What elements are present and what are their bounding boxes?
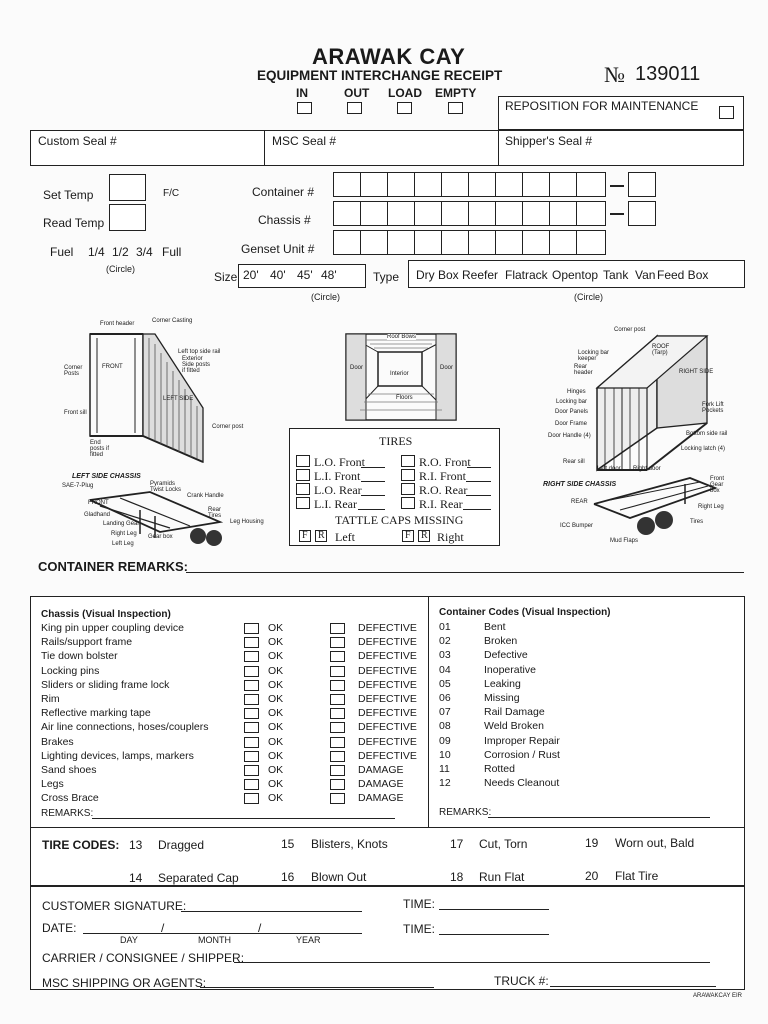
tire-code-20-num: 20: [585, 869, 599, 883]
genset-number-label: Genset Unit #: [241, 242, 315, 256]
truck-line[interactable]: [550, 986, 716, 987]
status-in-checkbox[interactable]: [297, 102, 312, 114]
tire-code-14-desc: Separated Cap: [158, 871, 239, 885]
lbl-rch-icc-bumper: ICC Bumper: [560, 523, 594, 529]
time2-label: TIME:: [403, 922, 435, 936]
lbl-rc-right-door: Right door: [633, 466, 661, 472]
chassis-inspection-title: Chassis (Visual Inspection): [41, 609, 171, 620]
lbl-rc-locking-bar: Locking bar: [556, 399, 588, 405]
time2-line[interactable]: [439, 934, 549, 935]
type-opentop[interactable]: Opentop: [552, 268, 599, 282]
tire-code-18-desc: Run Flat: [479, 870, 525, 884]
chassis-item-ok-label: OK: [268, 678, 284, 691]
container-code-number: 01: [439, 621, 451, 633]
container-code-desc: Leaking: [484, 677, 521, 690]
tire-code-18-num: 18: [450, 870, 464, 884]
chassis-remarks-line[interactable]: [92, 818, 395, 819]
chassis-item-ok-label: OK: [268, 792, 284, 805]
chassis-item-ok-label: OK: [268, 650, 284, 663]
set-temp-input[interactable]: [109, 174, 146, 201]
chassis-number-input[interactable]: [333, 201, 606, 226]
chassis-item-defect-checkbox[interactable]: [330, 793, 345, 804]
chassis-item-label: Tie down bolster: [41, 650, 118, 663]
cap-left-r[interactable]: R: [315, 530, 327, 542]
tire-lo-front-checkbox[interactable]: [296, 455, 310, 467]
chassis-item-ok-label: OK: [268, 749, 284, 762]
date-label: DATE:: [42, 921, 77, 935]
lbl-rc-left-door: Left door: [597, 466, 621, 472]
fuel-full[interactable]: Full: [162, 245, 182, 259]
chassis-number-label: Chassis #: [258, 213, 311, 227]
lbl-rch-front-gear-box: Front Gear box: [710, 476, 725, 494]
lbl-rc-hinges: Hinges: [567, 389, 586, 395]
fuel-half[interactable]: 1/2: [112, 245, 129, 259]
container-code-number: 10: [439, 748, 451, 761]
cap-right-f[interactable]: F: [402, 530, 414, 542]
tires-title: TIRES: [379, 434, 413, 448]
container-code-number: 09: [439, 734, 451, 747]
lbl-rc-door-handle: Door Handle (4): [548, 433, 591, 439]
chassis-item-ok-checkbox[interactable]: [244, 751, 259, 762]
fuel-three-quarter[interactable]: 3/4: [136, 245, 153, 259]
chassis-check-digit[interactable]: [628, 201, 656, 226]
lbl-corner-post: Corner post: [212, 424, 244, 430]
chassis-item-label: Brakes: [41, 735, 74, 748]
tire-code-20-desc: Flat Tire: [615, 869, 659, 883]
chassis-item-defect-label: DEFECTIVE: [358, 721, 417, 734]
lbl-roof-bows: Roof Bows: [387, 334, 417, 340]
temp-unit-label: F/C: [163, 188, 180, 199]
chassis-item-defect-checkbox[interactable]: [330, 666, 345, 677]
chassis-item-defect-checkbox[interactable]: [330, 737, 345, 748]
tire-ro-front-checkbox[interactable]: [401, 455, 415, 467]
caps-left-label: Left: [335, 530, 355, 544]
tire-ri-rear-checkbox[interactable]: [401, 497, 415, 509]
lbl-door-left: Door: [350, 365, 364, 371]
container-code-desc: Defective: [484, 649, 528, 662]
tire-code-15-num: 15: [281, 837, 295, 851]
tire-li-rear-checkbox[interactable]: [296, 497, 310, 509]
chassis-item-defect-label: DEFECTIVE: [358, 749, 417, 762]
chassis-item-ok-checkbox[interactable]: [244, 637, 259, 648]
chassis-item-defect-checkbox[interactable]: [330, 680, 345, 691]
chassis-item-defect-label: DEFECTIVE: [358, 636, 417, 649]
truck-label: TRUCK #:: [494, 974, 549, 988]
lbl-leg-housing: Leg Housing: [230, 519, 264, 525]
receipt-number: 139011: [635, 63, 701, 85]
carrier-label: CARRIER / CONSIGNEE / SHIPPER:: [42, 951, 245, 965]
tire-li-front-checkbox[interactable]: [296, 469, 310, 481]
chassis-item-defect-checkbox[interactable]: [330, 637, 345, 648]
container-remarks-line[interactable]: [186, 572, 744, 573]
tire-lo-rear: L.O. Rear: [314, 483, 362, 497]
status-load-label: LOAD: [388, 86, 422, 100]
lbl-rc-fork-lift-pockets: Fork Lift Pockets: [702, 402, 724, 414]
lbl-pyramids-twist-locks: Pyramids Twist Locks: [150, 481, 182, 493]
lbl-rear-tires: Rear Tires: [208, 507, 222, 519]
right-chassis-title: RIGHT SIDE CHASSIS: [543, 481, 617, 488]
tire-ri-front-checkbox[interactable]: [401, 469, 415, 481]
tire-code-17-desc: Cut, Torn: [479, 837, 528, 851]
date-day-label: DAY: [120, 935, 138, 945]
container-code-desc: Missing: [484, 692, 520, 704]
msc-agents-label: MSC SHIPPING OR AGENTS:: [42, 976, 207, 990]
lbl-interior: Interior: [390, 371, 409, 377]
chassis-item-defect-checkbox[interactable]: [330, 708, 345, 719]
lbl-right-leg: Right Leg: [111, 531, 137, 537]
lbl-rc-door-frame: Door Frame: [555, 421, 588, 427]
lbl-rc-right-side: RIGHT SIDE: [679, 369, 714, 375]
type-circle-note: (Circle): [574, 292, 603, 302]
read-temp-input[interactable]: [109, 204, 146, 231]
type-flatrack[interactable]: Flatrack: [505, 268, 548, 282]
chassis-item-defect-label: DEFECTIVE: [358, 693, 417, 705]
lbl-gear-box: Gear box: [148, 534, 173, 540]
size-48[interactable]: 48': [321, 268, 337, 282]
lbl-chassis-front: FRONT: [88, 500, 109, 506]
fuel-label: Fuel: [50, 245, 74, 259]
set-temp-label: Set Temp: [43, 188, 94, 202]
container-code-desc: Weld Broken: [484, 720, 544, 733]
lbl-end-posts: End posts if fitted: [90, 440, 110, 458]
cap-right-r[interactable]: R: [418, 530, 430, 542]
chassis-item-ok-checkbox[interactable]: [244, 708, 259, 719]
customer-signature-line[interactable]: [181, 911, 362, 912]
shipper-seal-field[interactable]: Shipper's Seal #: [505, 134, 593, 148]
left-chassis-title: LEFT SIDE CHASSIS: [72, 473, 141, 480]
chassis-item-ok-checkbox[interactable]: [244, 737, 259, 748]
custom-seal-field[interactable]: Custom Seal #: [38, 134, 117, 148]
chassis-item-defect-label: DAMAGE: [358, 778, 404, 791]
lbl-sae-7-plug: SAE-7-Plug: [62, 483, 94, 489]
container-code-desc: Inoperative: [484, 663, 536, 676]
chassis-item-defect-label: DEFECTIVE: [358, 664, 417, 677]
cap-left-f[interactable]: F: [299, 530, 311, 542]
lbl-rch-rear: REAR: [571, 499, 588, 505]
chassis-item-label: Locking pins: [41, 664, 100, 677]
lbl-exterior-side-posts: Exterior Side posts if fitted: [182, 356, 211, 374]
chassis-item-defect-label: DEFECTIVE: [358, 622, 417, 634]
status-out-label: OUT: [344, 86, 370, 100]
tire-code-13-num: 13: [129, 838, 143, 852]
tire-ri-rear: R.I. Rear: [419, 497, 463, 511]
chassis-item-defect-checkbox[interactable]: [330, 751, 345, 762]
chassis-item-ok-label: OK: [268, 622, 284, 634]
lbl-rch-mud-flaps: Mud Flaps: [610, 538, 639, 544]
lbl-front-sill: Front sill: [64, 410, 87, 416]
read-temp-label: Read Temp: [43, 216, 105, 230]
time1-label: TIME:: [403, 897, 435, 911]
container-number-input[interactable]: [333, 172, 606, 197]
chassis-item-defect-label: DAMAGE: [358, 792, 404, 805]
chassis-item-ok-checkbox[interactable]: [244, 793, 259, 804]
lbl-crank-handle: Crank Handle: [187, 493, 224, 499]
tire-ri-front: R.I. Front: [419, 469, 467, 483]
lbl-left-leg: Left Leg: [112, 541, 134, 547]
chassis-item-ok-checkbox[interactable]: [244, 779, 259, 790]
tire-lo-front: L.O. Front: [314, 455, 365, 469]
container-check-digit[interactable]: [628, 172, 656, 197]
chassis-item-ok-checkbox[interactable]: [244, 651, 259, 662]
type-dry-box[interactable]: Dry Box: [416, 268, 459, 282]
chassis-item-defect-checkbox[interactable]: [330, 651, 345, 662]
chassis-item-defect-checkbox[interactable]: [330, 623, 345, 634]
size-circle-note: (Circle): [311, 292, 340, 302]
msc-agents-line[interactable]: [200, 987, 434, 988]
reposition-checkbox[interactable]: [719, 106, 734, 119]
type-van[interactable]: Van: [635, 268, 656, 282]
size-20[interactable]: 20': [243, 268, 259, 282]
container-code-number: 05: [439, 677, 451, 690]
container-code-number: 06: [439, 692, 451, 704]
status-empty-checkbox[interactable]: [448, 102, 463, 114]
container-code-desc: Needs Cleanout: [484, 777, 560, 790]
tire-codes-label: TIRE CODES:: [42, 838, 120, 852]
status-in-label: IN: [296, 86, 308, 100]
chassis-item-ok-label: OK: [268, 707, 284, 720]
chassis-item-label: Air line connections, hoses/couplers: [41, 721, 209, 734]
chassis-item-label: Rails/support frame: [41, 636, 133, 649]
tire-code-14-num: 14: [129, 871, 143, 885]
type-tank[interactable]: Tank: [603, 268, 629, 282]
lbl-door-right: Door: [440, 365, 454, 371]
tattle-caps-label: TATTLE CAPS MISSING: [335, 513, 464, 527]
type-feed-box[interactable]: Feed Box: [657, 268, 709, 282]
customer-signature-label: CUSTOMER SIGNATURE:: [42, 899, 187, 913]
date-month-label: MONTH: [198, 935, 231, 945]
interior-diagram: [344, 332, 458, 422]
chassis-item-defect-label: DEFECTIVE: [358, 735, 417, 748]
chassis-item-ok-label: OK: [268, 636, 284, 649]
tire-lo-rear-checkbox[interactable]: [296, 483, 310, 495]
chassis-item-defect-label: DEFECTIVE: [358, 707, 417, 720]
lbl-corner-casting: Corner Casting: [152, 318, 193, 324]
date-slash-1: /: [161, 921, 165, 935]
container-code-number: 08: [439, 720, 451, 733]
container-code-number: 02: [439, 635, 451, 648]
container-code-desc: Improper Repair: [484, 734, 560, 747]
chassis-item-label: Sliders or sliding frame lock: [41, 678, 170, 691]
container-code-number: 03: [439, 649, 451, 662]
size-40[interactable]: 40': [270, 268, 286, 282]
lbl-corner-posts: Corner Posts: [64, 365, 83, 377]
container-code-number: 11: [439, 763, 450, 775]
status-empty-label: EMPTY: [435, 86, 477, 100]
chassis-item-label: Legs: [41, 778, 64, 791]
chassis-item-defect-checkbox[interactable]: [330, 779, 345, 790]
fuel-quarter[interactable]: 1/4: [88, 245, 105, 259]
lbl-gladhand: Gladhand: [84, 512, 111, 518]
lbl-floors: Floors: [396, 395, 413, 401]
chassis-item-defect-checkbox[interactable]: [330, 765, 345, 776]
lbl-rc-door-panels: Door Panels: [555, 409, 589, 415]
tire-code-19-num: 19: [585, 836, 599, 850]
right-chassis-diagram: [590, 474, 720, 546]
seals-row: [30, 130, 744, 166]
tire-ro-front: R.O. Front: [419, 455, 471, 469]
chassis-item-label: Reflective marking tape: [41, 707, 151, 720]
chassis-item-ok-label: OK: [268, 778, 284, 791]
container-code-number: 12: [439, 777, 451, 790]
chassis-item-defect-label: DAMAGE: [358, 764, 404, 776]
tire-ro-rear: R.O. Rear: [419, 483, 468, 497]
container-code-number: 07: [439, 706, 451, 719]
form-subtitle: EQUIPMENT INTERCHANGE RECEIPT: [257, 68, 503, 83]
type-reefer[interactable]: Reefer: [462, 268, 499, 282]
codes-remarks-label: REMARKS:: [439, 807, 492, 818]
chassis-item-ok-label: OK: [268, 693, 284, 705]
type-label: Type: [373, 270, 400, 284]
chassis-item-ok-checkbox[interactable]: [244, 722, 259, 733]
chassis-item-ok-label: OK: [268, 764, 284, 776]
chassis-remarks-label: REMARKS:: [41, 808, 94, 819]
container-number-label: Container #: [252, 185, 315, 199]
lbl-rch-right-leg: Right Leg: [698, 504, 724, 510]
form-title: ARAWAK CAY: [312, 44, 466, 69]
chassis-item-label: Lighting devices, lamps, markers: [41, 749, 194, 762]
receipt-number-prefix: №: [604, 62, 625, 87]
container-code-number: 04: [439, 663, 451, 676]
chassis-item-ok-label: OK: [268, 735, 284, 748]
chassis-item-label: Rim: [41, 693, 60, 705]
lbl-landing-gear: Landing Gear: [103, 521, 140, 527]
date-year-label: YEAR: [296, 935, 321, 945]
container-code-desc: Rotted: [484, 763, 515, 775]
container-remarks-label: CONTAINER REMARKS:: [38, 559, 188, 574]
container-code-desc: Rail Damage: [484, 706, 545, 719]
fuel-circle-note: (Circle): [106, 264, 135, 274]
time1-line[interactable]: [439, 909, 549, 910]
lbl-rc-locking-latch: Locking latch (4): [681, 446, 726, 452]
lbl-left-top-side-rail: Left top side rail: [178, 349, 221, 355]
chassis-item-ok-checkbox[interactable]: [244, 666, 259, 677]
chassis-item-ok-checkbox[interactable]: [244, 765, 259, 776]
chassis-item-defect-label: DEFECTIVE: [358, 650, 417, 663]
chassis-item-defect-checkbox[interactable]: [330, 694, 345, 705]
genset-number-input[interactable]: [333, 230, 606, 255]
tire-code-17-num: 17: [450, 837, 464, 851]
chassis-item-ok-label: OK: [268, 721, 284, 734]
container-code-desc: Broken: [484, 635, 518, 648]
codes-remarks-line[interactable]: [488, 817, 710, 818]
chassis-item-label: King pin upper coupling device: [41, 622, 185, 634]
tire-li-rear: L.I. Rear: [314, 497, 357, 511]
date-line[interactable]: [83, 933, 362, 934]
chassis-item-defect-checkbox[interactable]: [330, 722, 345, 733]
chassis-item-ok-checkbox[interactable]: [244, 694, 259, 705]
chassis-item-label: Sand shoes: [41, 764, 97, 776]
chassis-item-ok-label: OK: [268, 664, 284, 677]
tire-code-16-num: 16: [281, 870, 295, 884]
status-load-checkbox[interactable]: [397, 102, 412, 114]
lbl-left-side: LEFT SIDE: [163, 396, 194, 402]
lbl-front: FRONT: [102, 364, 123, 370]
lbl-rc-corner-post: Corner post: [614, 327, 646, 333]
lbl-front-header: Front header: [100, 321, 135, 327]
chassis-item-label: Cross Brace: [41, 792, 99, 805]
chassis-item-defect-label: DEFECTIVE: [358, 678, 417, 691]
tire-ro-rear-checkbox[interactable]: [401, 483, 415, 495]
tire-code-13-desc: Dragged: [158, 838, 205, 852]
container-codes-title: Container Codes (Visual Inspection): [439, 607, 611, 618]
msc-seal-field[interactable]: MSC Seal #: [272, 134, 337, 148]
container-code-desc: Corrosion / Rust: [484, 748, 560, 761]
tire-li-front: L.I. Front: [314, 469, 361, 483]
lbl-rc-roof: ROOF (Tarp): [652, 344, 670, 356]
lbl-rc-rear-sill: Rear sill: [563, 459, 585, 465]
tire-code-16-desc: Blown Out: [311, 870, 367, 884]
tire-code-15-desc: Blisters, Knots: [311, 837, 388, 851]
size-45[interactable]: 45': [297, 268, 313, 282]
chassis-item-ok-checkbox[interactable]: [244, 623, 259, 634]
lbl-rc-rear-header: Rear header: [574, 364, 593, 376]
chassis-item-ok-checkbox[interactable]: [244, 680, 259, 691]
carrier-line[interactable]: [234, 962, 710, 963]
date-slash-2: /: [258, 921, 262, 935]
container-code-desc: Bent: [484, 621, 506, 633]
footer-code: ARAWAKCAY EIR: [693, 993, 743, 999]
tire-code-19-desc: Worn out, Bald: [615, 836, 695, 850]
lbl-rc-bottom-side-rail: Bottom side rail: [686, 431, 728, 437]
lbl-rch-tires: Tires: [690, 519, 704, 525]
lbl-rc-locking-bar-keeper: Locking bar keeper: [578, 350, 610, 362]
status-out-checkbox[interactable]: [347, 102, 362, 114]
reposition-label: REPOSITION FOR MAINTENANCE: [505, 99, 699, 113]
caps-right-label: Right: [437, 530, 464, 544]
size-label: Size: [214, 270, 238, 284]
